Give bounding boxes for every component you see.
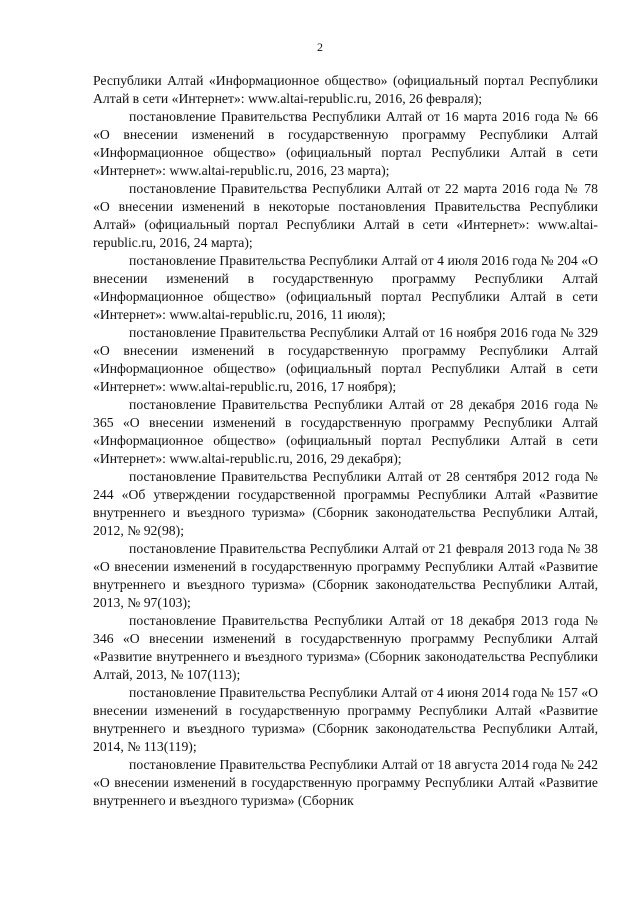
paragraph-decree: постановление Правительства Республики Алтай от 22 марта 2016 года № 78 «О внесении изменений в некоторые постановления Правительства Республики Алтай» (официальный портал Республики Алтай в сети «Интернет»: www.altai-republic.ru, 2016, 24 марта); [93, 181, 598, 250]
page-number: 2 [317, 40, 323, 54]
paragraph-decree: постановление Правительства Республики Алтай от 16 ноября 2016 года № 329 «О внесении изменений в государственную программу Республики Алтай «Информационное общество» (официальный портал Республики Алтай в сети «Интернет»: www.altai-republic.ru, 2016, 17 ноября); [93, 325, 598, 394]
paragraph-decree: постановление Правительства Республики Алтай от 4 июня 2014 года № 157 «О внесении изменений в государственную программу Республики Алтай «Развитие внутреннего и въездного туризма» (Сборник законодательства Республики Алтай, 2014, № 113(119); [93, 685, 598, 754]
paragraph-decree: постановление Правительства Республики Алтай от 18 декабря 2013 года № 346 «О внесении изменений в государственную программу Республики Алтай «Развитие внутреннего и въездного туризма» (Сборник законодательства Республики Алтай, 2013, № 107(113); [93, 613, 598, 682]
document-body [93, 72, 598, 810]
paragraph-continuation: Республики Алтай «Информационное общество» (официальный портал Республики Алтай в сети «Интернет»: www.altai-republic.ru, 2016, 26 февраля); [93, 73, 598, 106]
paragraph-decree: постановление Правительства Республики Алтай от 28 декабря 2016 года № 365 «О внесении изменений в государственную программу Республики Алтай «Информационное общество» (официальный портал Республики Алтай в сети «Интернет»: www.altai-republic.ru, 2016, 29 декабря); [93, 397, 598, 466]
paragraph-decree: постановление Правительства Республики Алтай от 21 февраля 2013 года № 38 «О внесении изменений в государственную программу Республики Алтай «Развитие внутреннего и въездного туризма» (Сборник законодательства Республики Алтай, 2013, № 97(103); [93, 541, 598, 610]
paragraph-decree: постановление Правительства Республики Алтай от 18 августа 2014 года № 242 «О внесении изменений в государственную программу Республики Алтай «Развитие внутреннего и въездного туризма» (Сборник [93, 757, 598, 808]
paragraph-decree: постановление Правительства Республики Алтай от 16 марта 2016 года № 66 «О внесении изменений в государственную программу Республики Алтай «Информационное общество» (официальный портал Республики Алтай в сети «Интернет»: www.altai-republic.ru, 2016, 23 марта); [93, 109, 598, 178]
paragraph-decree: постановление Правительства Республики Алтай от 28 сентября 2012 года № 244 «Об утверждении государственной программы Республики Алтай «Развитие внутреннего и въездного туризма» (Сборник законодательства Республики Алтай, 2012, № 92(98); [93, 469, 598, 538]
paragraph-decree: постановление Правительства Республики Алтай от 4 июля 2016 года № 204 «О внесении изменений в государственную программу Республики Алтай «Информационное общество» (официальный портал Республики Алтай в сети «Интернет»: www.altai-republic.ru, 2016, 11 июля); [93, 253, 598, 322]
